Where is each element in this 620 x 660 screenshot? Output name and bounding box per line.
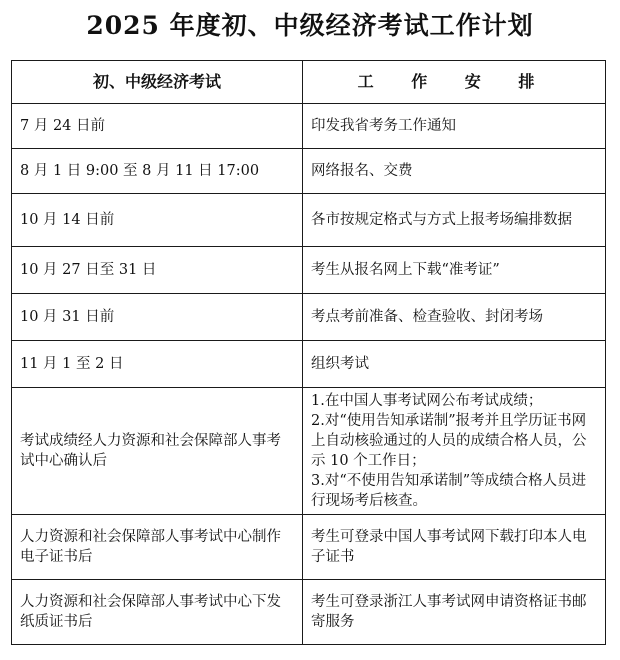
task-item: 3.对“不使用告知承诺制”等成绩合格人员进行现场考后核查。	[311, 473, 587, 509]
row-time: 10 月 27 日至 31 日	[12, 247, 303, 294]
table-row	[12, 194, 606, 247]
row-time: 10 月 14 日前	[12, 194, 303, 247]
header-arrangement: 工 作 安 排	[303, 61, 606, 104]
row-time: 人力资源和社会保障部人事考试中心下发纸质证书后	[12, 580, 303, 645]
task-item: 1.在中国人事考试网公布考试成绩；	[311, 393, 543, 409]
schedule-table	[11, 60, 606, 645]
row-task: 网络报名、交费	[303, 149, 606, 194]
row-time: 8 月 1 日 9:00 至 8 月 11 日 17:00	[12, 149, 303, 194]
table-row	[12, 104, 606, 149]
header-exam: 初、中级经济考试	[12, 61, 303, 104]
row-task: 各市按规定格式与方式上报考场编排数据	[303, 194, 606, 247]
row-task: 考生可登录中国人事考试网下载打印本人电子证书	[303, 515, 606, 580]
row-time: 10 月 31 日前	[12, 294, 303, 341]
row-time: 7 月 24 日前	[12, 104, 303, 149]
row-time: 考试成绩经人力资源和社会保障部人事考试中心确认后	[12, 388, 303, 515]
table-row	[12, 388, 606, 515]
table-row	[12, 294, 606, 341]
table-header-row	[12, 61, 606, 104]
task-item: 2.对“使用告知承诺制”报考并且学历证书网上自动核验通过的人员的成绩合格人员，公示 10 个工作日；	[311, 413, 587, 469]
table-row	[12, 341, 606, 388]
row-task: 印发我省考务工作通知	[303, 104, 606, 149]
row-task: 组织考试	[303, 341, 606, 388]
row-task: 考生可登录浙江人事考试网申请资格证书邮寄服务	[303, 580, 606, 645]
table-row	[12, 515, 606, 580]
row-time: 11 月 1 至 2 日	[12, 341, 303, 388]
table-row	[12, 580, 606, 645]
row-task-list	[303, 388, 606, 515]
table-row	[12, 247, 606, 294]
table-row	[12, 149, 606, 194]
row-time: 人力资源和社会保障部人事考试中心制作电子证书后	[12, 515, 303, 580]
row-task: 考点考前准备、检查验收、封闭考场	[303, 294, 606, 341]
row-task: 考生从报名网上下载“准考证”	[303, 247, 606, 294]
document-title: 2025 年度初、中级经济考试工作计划	[86, 11, 534, 40]
